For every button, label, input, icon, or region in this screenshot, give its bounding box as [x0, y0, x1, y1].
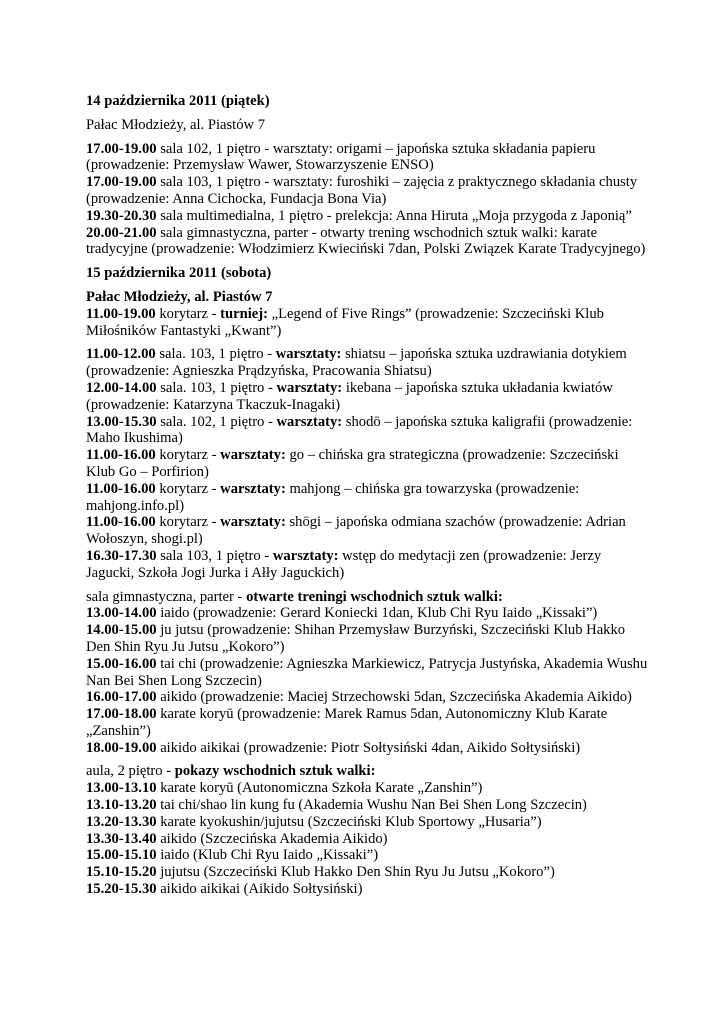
- show-entry: [86, 864, 651, 881]
- entry-time: 13.00-15.30: [86, 413, 157, 430]
- document-body: [86, 93, 651, 898]
- entry-keyword: warsztaty:: [276, 379, 343, 396]
- entry-time: 14.00-15.00: [86, 622, 157, 639]
- entry-time: 15.10-15.20: [86, 864, 157, 881]
- entry-text: sala multimedialna, 1 piętro - prelekcja: Anna Hiruta „Moja przygoda z Japonią”: [156, 207, 632, 224]
- entry-text: ju jutsu (prowadzenie: Shihan Przemysław Burzyński, Szczeciński Klub Hakko Den Shin Ryu Ju Jutsu „Kokoro”): [86, 622, 626, 655]
- entry-text: wstęp do medytacji zen (prowadzenie: Jerzy Jagucki, Szkoła Jogi Jurka i Ałły Jaguckich): [86, 547, 602, 581]
- show-entry: [86, 797, 651, 814]
- trainings-intro: [86, 589, 651, 606]
- entry-text: karate kyokushin/jujutsu (Szczeciński Klub Sportowy „Husaria”): [156, 813, 542, 830]
- workshop-entry: [86, 346, 651, 380]
- entry-time: 13.00-14.00: [86, 605, 157, 622]
- show-entry: [86, 780, 651, 797]
- entry-text: shōgi – japońska odmiana szachów (prowadzenie: Adrian Wołoszyn, shogi.pl): [86, 514, 626, 548]
- entry-time: 15.00-16.00: [86, 655, 157, 672]
- entry-location: korytarz -: [155, 514, 221, 531]
- training-entry: [86, 622, 651, 656]
- shows-intro: [86, 763, 651, 780]
- workshop-entry: [86, 548, 651, 582]
- entry-text: aikido (prowadzenie: Maciej Strzechowski 5dan, Szczecińska Akademia Aikido): [156, 689, 632, 706]
- entry-location: sala. 103, 1 piętro -: [155, 346, 276, 363]
- entry-text: tai chi (prowadzenie: Agnieszka Markiewicz, Patrycja Justyńska, Akademia Wushu Nan Bei Shen Long Szczecin): [86, 655, 648, 689]
- entry-time: 18.00-19.00: [86, 739, 157, 756]
- entry-text: aikido aikikai (prowadzenie: Piotr Sołtysiński 4dan, Aikido Sołtysiński): [156, 739, 581, 756]
- entry-location: sala. 103, 1 piętro -: [156, 379, 277, 396]
- day2-heading: 15 października 2011 (sobota): [86, 265, 272, 282]
- entry-keyword: warsztaty:: [276, 413, 343, 430]
- entry-time: 13.20-13.30: [86, 813, 157, 830]
- entry-time: 15.20-15.30: [86, 881, 157, 898]
- entry-location: korytarz -: [155, 305, 221, 322]
- entry-time: 13.00-13.10: [86, 780, 157, 797]
- show-entry: [86, 831, 651, 848]
- schedule-entry: [86, 174, 651, 208]
- entry-text: shiatsu – japońska sztuka uzdrawiania dotykiem (prowadzenie: Agnieszka Prądzyńska, Pracowania Shiatsu): [86, 346, 627, 380]
- schedule-entry: [86, 141, 651, 175]
- workshop-entry: [86, 481, 651, 515]
- day2-venue: Pałac Młodzieży, al. Piastów 7: [86, 288, 273, 305]
- entry-location: sala 103, 1 piętro -: [156, 547, 273, 564]
- entry-text: „Legend of Five Rings” (prowadzenie: Szczeciński Klub Miłośników Fantastyki „Kwant”): [86, 305, 604, 339]
- entry-time: 15.00-15.10: [86, 847, 157, 864]
- workshop-entry: [86, 380, 651, 414]
- entry-time: 17.00-18.00: [86, 706, 157, 723]
- workshop-entry: [86, 514, 651, 548]
- entry-text: tai chi/shao lin kung fu (Akademia Wushu Nan Bei Shen Long Szczecin): [156, 797, 587, 814]
- section-location: aula, 2 piętro -: [86, 763, 175, 780]
- entry-location: korytarz -: [155, 447, 221, 464]
- entry-text: shodō – japońska sztuka kaligrafii (prowadzenie: Maho Ikushima): [86, 413, 633, 447]
- entry-text: jujutsu (Szczeciński Klub Hakko Den Shin Ryu Ju Jutsu „Kokoro”): [156, 864, 555, 881]
- entry-time: 19.30-20.30: [86, 207, 157, 224]
- entry-time: 20.00-21.00: [86, 224, 157, 241]
- training-entry: [86, 605, 651, 622]
- entry-time: 12.00-14.00: [86, 379, 157, 396]
- entry-time: 11.00-16.00: [86, 480, 156, 497]
- entry-time: 11.00-16.00: [86, 514, 156, 531]
- entry-text: iaido (prowadzenie: Gerard Koniecki 1dan, Klub Chi Ryu Iaido „Kissaki”): [156, 605, 598, 622]
- entry-keyword: turniej:: [220, 305, 268, 322]
- entry-location: korytarz -: [155, 480, 221, 497]
- training-entry: [86, 689, 651, 706]
- entry-text: ikebana – japońska sztuka układania kwiatów (prowadzenie: Katarzyna Tkaczuk-Inagaki): [86, 379, 613, 413]
- show-entry: [86, 847, 651, 864]
- entry-keyword: warsztaty:: [272, 547, 339, 564]
- entry-time: 13.10-13.20: [86, 797, 157, 814]
- entry-keyword: warsztaty:: [220, 514, 286, 531]
- entry-text: sala gimnastyczna, parter - otwarty trening wschodnich sztuk walki: karate tradycyjne (prowadzenie: Włodzimierz Kwieciński 7dan, Polski Związek Karate Tradycyjnego): [86, 224, 646, 258]
- training-entry: [86, 656, 651, 690]
- section-keyword: pokazy wschodnich sztuk walki:: [174, 763, 376, 780]
- day1-schedule: [86, 141, 651, 259]
- workshop-entry: [86, 414, 651, 448]
- entry-keyword: warsztaty:: [275, 346, 342, 363]
- entry-text: karate koryū (Autonomiczna Szkoła Karate „Zanshin”): [156, 780, 483, 797]
- entry-text: sala 103, 1 piętro - warsztaty: furoshiki – zajęcia z praktycznego składania chusty (prowadzenie: Anna Cichocka, Fundacja Bona Via): [86, 174, 638, 207]
- show-entry: [86, 814, 651, 831]
- entry-time: 16.00-17.00: [86, 689, 157, 706]
- tournament-entry: [86, 306, 651, 340]
- show-entry: [86, 881, 651, 898]
- schedule-entry: [86, 225, 651, 259]
- schedule-entry: [86, 208, 651, 225]
- entry-time: 11.00-16.00: [86, 447, 156, 464]
- entry-time: 11.00-19.00: [86, 305, 156, 322]
- section-keyword: otwarte treningi wschodnich sztuk walki:: [246, 588, 503, 605]
- entry-text: karate koryū (prowadzenie: Marek Ramus 5dan, Autonomiczny Klub Karate „Zanshin”): [86, 706, 608, 739]
- section-location: sala gimnastyczna, parter -: [86, 588, 247, 605]
- entry-time: 13.30-13.40: [86, 830, 157, 847]
- entry-time: 11.00-12.00: [86, 346, 156, 363]
- entry-text: mahjong – chińska gra towarzyska (prowadzenie: mahjong.info.pl): [86, 480, 580, 514]
- entry-keyword: warsztaty:: [220, 447, 286, 464]
- entry-text: iaido (Klub Chi Ryu Iaido „Kissaki”): [156, 847, 379, 864]
- entry-time: 16.30-17.30: [86, 547, 157, 564]
- day1-heading: 14 października 2011 (piątek): [86, 93, 270, 109]
- training-entry: [86, 706, 651, 740]
- entry-keyword: warsztaty:: [220, 480, 286, 497]
- shows-section: [86, 763, 651, 897]
- workshops-list: [86, 346, 651, 581]
- entry-text: go – chińska gra strategiczna (prowadzenie: Szczeciński Klub Go – Porfirion): [86, 447, 619, 480]
- entry-time: 17.00-19.00: [86, 140, 157, 157]
- entry-time: 17.00-19.00: [86, 174, 157, 191]
- entry-text: aikido aikikai (Aikido Sołtysiński): [156, 881, 363, 898]
- entry-text: sala 102, 1 piętro - warsztaty: origami – japońska sztuka składania papieru (prowadzenie: Przemysław Wawer, Stowarzyszenie ENSO): [86, 140, 596, 174]
- day1-venue: Pałac Młodzieży, al. Piastów 7: [86, 116, 266, 133]
- entry-location: sala. 102, 1 piętro -: [156, 413, 277, 430]
- trainings-section: [86, 589, 651, 757]
- entry-text: aikido (Szczecińska Akademia Aikido): [156, 830, 388, 847]
- workshop-entry: [86, 447, 651, 481]
- training-entry: [86, 740, 651, 757]
